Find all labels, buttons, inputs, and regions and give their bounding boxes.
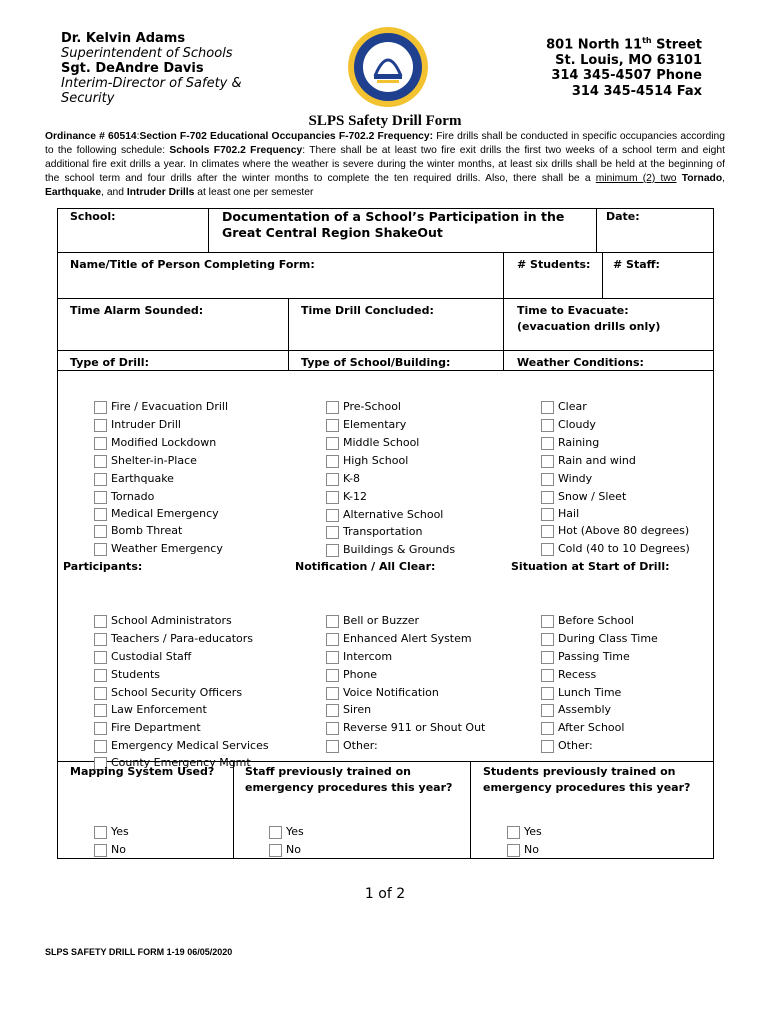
checkbox[interactable] (541, 740, 554, 753)
staff-count-label: # Staff: (613, 258, 660, 271)
participant-option[interactable]: Law Enforcement (94, 701, 207, 719)
school-type-option[interactable]: K-12 (326, 488, 367, 506)
checkbox[interactable] (94, 508, 107, 521)
checkbox[interactable] (94, 669, 107, 682)
checkbox[interactable] (94, 491, 107, 504)
checkbox[interactable] (94, 740, 107, 753)
director-name: Sgt. DeAndre Davis (61, 61, 204, 76)
school-type-option[interactable]: Middle School (326, 434, 419, 452)
weather-option[interactable]: Snow / Sleet (541, 488, 626, 506)
situation-option[interactable]: Passing Time (541, 648, 630, 666)
checkbox[interactable] (326, 419, 339, 432)
checkbox[interactable] (94, 722, 107, 735)
participants-label: Participants: (63, 560, 143, 573)
checkbox[interactable] (541, 543, 554, 556)
type-of-drill-label: Type of Drill: (70, 356, 149, 369)
superintendent-block (61, 31, 242, 106)
mapping-system-label: Mapping System Used? (70, 765, 215, 778)
school-type-option[interactable]: Buildings & Grounds (326, 541, 455, 559)
weather-option[interactable]: Cold (40 to 10 Degrees) (541, 540, 690, 558)
checkbox[interactable] (541, 687, 554, 700)
weather-option[interactable]: Rain and wind (541, 452, 636, 470)
drill-option[interactable]: Bomb Threat (94, 522, 182, 540)
participant-option[interactable]: School Administrators (94, 612, 232, 630)
checkbox[interactable] (326, 687, 339, 700)
checkbox[interactable] (541, 455, 554, 468)
checkbox[interactable] (94, 844, 107, 857)
situation-option[interactable]: Lunch Time (541, 684, 621, 702)
checkbox[interactable] (326, 401, 339, 414)
checkbox[interactable] (541, 401, 554, 414)
weather-option[interactable]: Cloudy (541, 416, 596, 434)
checkbox[interactable] (326, 651, 339, 664)
drill-option[interactable]: Medical Emergency (94, 505, 219, 523)
time-concluded-label: Time Drill Concluded: (301, 304, 434, 317)
checkbox[interactable] (326, 526, 339, 539)
mapping-no-option[interactable]: No (94, 841, 126, 859)
form-title: SLPS Safety Drill Form (308, 113, 462, 129)
participant-option[interactable]: Teachers / Para-educators (94, 630, 253, 648)
ordinance-text: Ordinance # 60514:Section F-702 Educational Occupancies F-702.2 Frequency: Fire drills shall be conducted in specific occupancies according to the following schedule: Schools F702.2 Frequency: There shall be at least two fire exit drills the first two weeks of a school term and eight additional fire exit drills a year. In climates where the weather is severe during the winter months, at least six drills shall be held at the beginning of the school term and four drills after the winter months to complete the ten required drills. Also, there shall be a minimum (2) two Tornado, Earthquake, and Intruder Drills at least one per semester (45, 131, 725, 198)
weather-option[interactable]: Windy (541, 470, 592, 488)
staff-trained-no-option[interactable]: No (269, 841, 301, 859)
drill-option[interactable]: Shelter-in-Place (94, 452, 197, 470)
weather-conditions-label: Weather Conditions: (517, 356, 644, 369)
checkbox[interactable] (94, 473, 107, 486)
checkbox[interactable] (269, 844, 282, 857)
drill-option[interactable]: Intruder Drill (94, 416, 181, 434)
checkbox[interactable] (326, 633, 339, 646)
notification-option[interactable]: Bell or Buzzer (326, 612, 419, 630)
students-count-label: # Students: (517, 258, 591, 271)
checkbox[interactable] (94, 437, 107, 450)
checkbox[interactable] (269, 826, 282, 839)
drill-option[interactable]: Fire / Evacuation Drill (94, 398, 228, 416)
checkbox[interactable] (541, 437, 554, 450)
participant-option[interactable]: Custodial Staff (94, 648, 191, 666)
participants-list (90, 608, 290, 769)
director-title: Interim-Director of Safety & (61, 76, 242, 91)
school-type-option[interactable]: High School (326, 452, 408, 470)
time-evacuate-note: (evacuation drills only) (517, 320, 661, 333)
participant-option[interactable]: Fire Department (94, 719, 201, 737)
checkbox[interactable] (326, 509, 339, 522)
address-block (546, 33, 702, 99)
checkbox[interactable] (94, 687, 107, 700)
staff-trained-label: Staff previously trained on emergency procedures this year? (245, 765, 453, 794)
checkbox[interactable] (507, 826, 520, 839)
situation-label: Situation at Start of Drill: (511, 560, 670, 573)
superintendent-name: Dr. Kelvin Adams (61, 31, 186, 46)
situation-option[interactable]: Other: (541, 737, 593, 755)
notification-option[interactable]: Enhanced Alert System (326, 630, 472, 648)
checkbox[interactable] (94, 633, 107, 646)
city-state-zip: St. Louis, MO 63101 (555, 52, 702, 68)
participant-option[interactable]: Emergency Medical Services (94, 737, 269, 755)
checkbox[interactable] (326, 615, 339, 628)
checkbox[interactable] (541, 473, 554, 486)
time-evacuate-label: Time to Evacuate: (517, 304, 629, 317)
checkbox[interactable] (326, 704, 339, 717)
checkbox[interactable] (541, 615, 554, 628)
checkbox[interactable] (326, 722, 339, 735)
checkbox[interactable] (541, 508, 554, 521)
weather-option[interactable]: Hail (541, 505, 579, 523)
checkbox[interactable] (326, 473, 339, 486)
type-of-school-label: Type of School/Building: (301, 356, 451, 369)
checkbox[interactable] (541, 633, 554, 646)
checkbox[interactable] (326, 455, 339, 468)
checkbox[interactable] (541, 491, 554, 504)
checkbox[interactable] (326, 544, 339, 557)
drill-option[interactable]: Weather Emergency (94, 540, 223, 558)
participant-option[interactable]: Students (94, 666, 160, 684)
checkbox[interactable] (94, 704, 107, 717)
notification-option[interactable]: Intercom (326, 648, 392, 666)
street-address: 801 North 11th Street (546, 36, 702, 53)
participant-option[interactable]: School Security Officers (94, 684, 242, 702)
fax-number: 314 345-4514 Fax (571, 83, 702, 99)
staff-trained-yes-option[interactable]: Yes (269, 823, 304, 841)
form-footer: SLPS SAFETY DRILL FORM 1-19 06/05/2020 (45, 947, 233, 957)
school-type-option[interactable]: K-8 (326, 470, 360, 488)
checkbox[interactable] (326, 491, 339, 504)
checkbox[interactable] (94, 525, 107, 538)
page-number: 1 of 2 (364, 886, 406, 902)
checkbox[interactable] (326, 669, 339, 682)
name-title-label: Name/Title of Person Completing Form: (70, 258, 315, 271)
director-title-cont: Security (61, 91, 115, 106)
checkbox[interactable] (541, 419, 554, 432)
situation-option[interactable]: Assembly (541, 701, 611, 719)
phone-number: 314 345-4507 Phone (551, 68, 702, 84)
checkbox[interactable] (507, 844, 520, 857)
notification-option[interactable]: Reverse 911 or Shout Out (326, 719, 485, 737)
situation-option[interactable]: Recess (541, 666, 596, 684)
students-trained-label: Students previously trained on emergency procedures this year? (483, 765, 691, 794)
school-type-option[interactable]: Alternative School (326, 506, 443, 524)
students-trained-no-option[interactable]: No (507, 841, 539, 859)
notification-option[interactable]: Voice Notification (326, 684, 439, 702)
checkbox[interactable] (541, 651, 554, 664)
notification-option[interactable]: Siren (326, 701, 371, 719)
superintendent-title: Superintendent of Schools (61, 46, 233, 61)
checkbox[interactable] (94, 401, 107, 414)
school-type-option[interactable]: Elementary (326, 416, 406, 434)
checkbox[interactable] (94, 543, 107, 556)
checkbox[interactable] (326, 740, 339, 753)
time-alarm-label: Time Alarm Sounded: (70, 304, 204, 317)
checkbox[interactable] (94, 455, 107, 468)
weather-option[interactable]: Raining (541, 434, 599, 452)
drill-option[interactable]: Tornado (94, 488, 154, 506)
district-seal-logo (347, 26, 429, 108)
checkbox[interactable] (94, 651, 107, 664)
checkbox[interactable] (94, 615, 107, 628)
school-type-option[interactable]: Pre-School (326, 398, 401, 416)
drill-option[interactable]: Modified Lockdown (94, 434, 216, 452)
notification-option[interactable]: Other: (326, 737, 378, 755)
school-type-option[interactable]: Transportation (326, 523, 422, 541)
situation-option[interactable]: Before School (541, 612, 634, 630)
checkbox[interactable] (541, 722, 554, 735)
documentation-title: Documentation of a School’s Participation in the Great Central Region ShakeOut (222, 209, 565, 240)
school-label: School: (70, 210, 116, 223)
checkbox[interactable] (541, 669, 554, 682)
checkbox[interactable] (94, 826, 107, 839)
mapping-yes-option[interactable]: Yes (94, 823, 129, 841)
situation-option[interactable]: During Class Time (541, 630, 658, 648)
drill-option[interactable]: Earthquake (94, 470, 174, 488)
notification-label: Notification / All Clear: (295, 560, 436, 573)
weather-option[interactable]: Clear (541, 398, 587, 416)
checkbox[interactable] (541, 704, 554, 717)
checkbox[interactable] (541, 525, 554, 538)
situation-option[interactable]: After School (541, 719, 624, 737)
notification-option[interactable]: Phone (326, 666, 377, 684)
date-label: Date: (606, 210, 640, 223)
participant-option[interactable]: County Emergency Mgmt (94, 754, 251, 772)
students-trained-yes-option[interactable]: Yes (507, 823, 542, 841)
weather-option[interactable]: Hot (Above 80 degrees) (541, 522, 689, 540)
checkbox[interactable] (326, 437, 339, 450)
checkbox[interactable] (94, 419, 107, 432)
